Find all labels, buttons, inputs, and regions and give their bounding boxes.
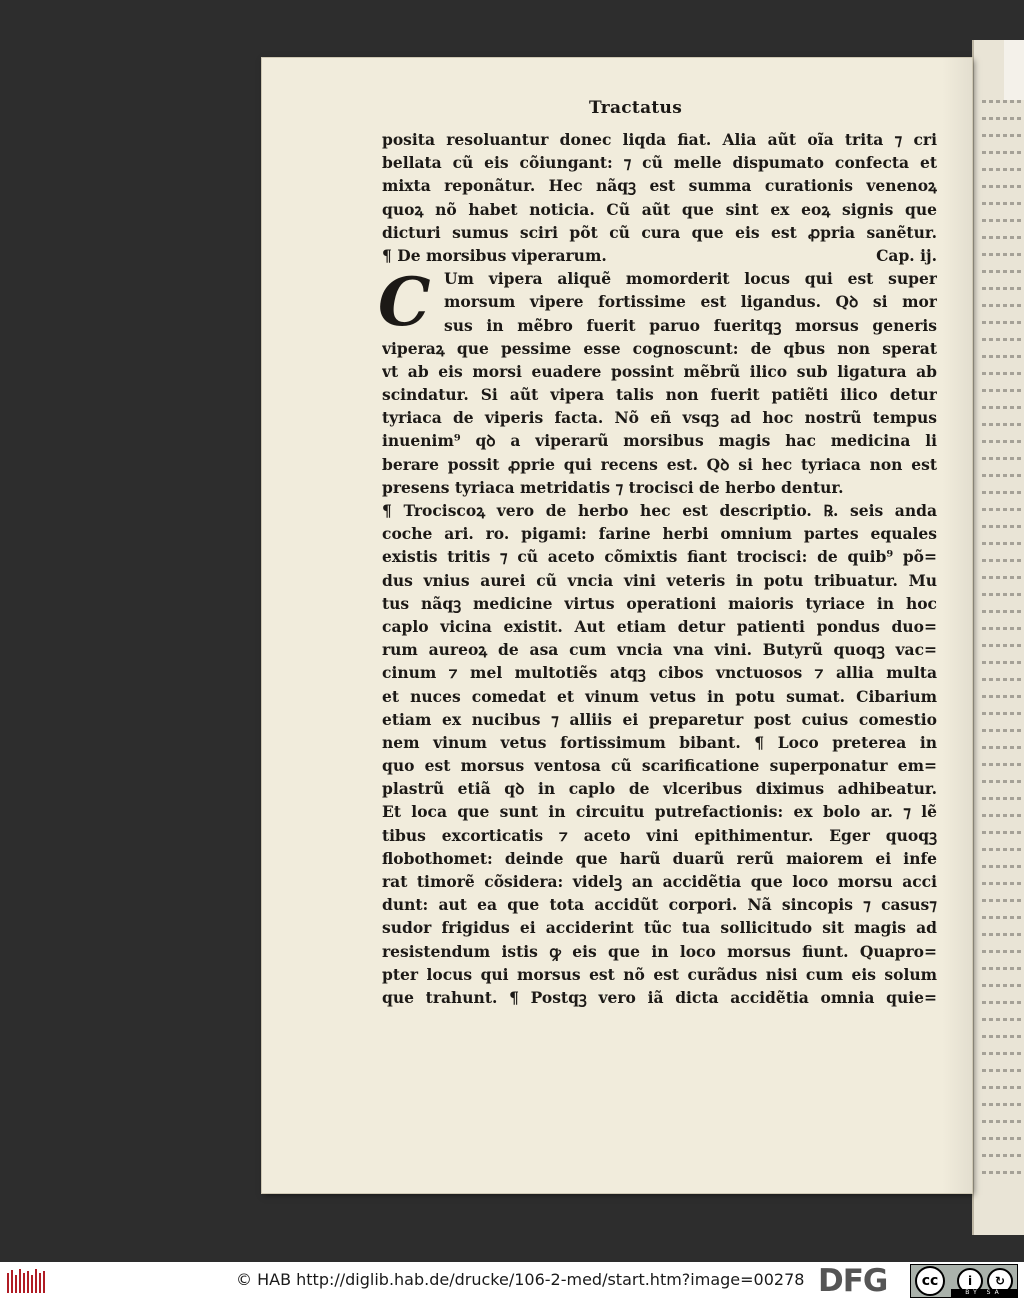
text-line: tibus excorticatis ⁊ aceto vini epithimentur. Eger quoqꝫ [382,825,937,845]
chapter-number: Cap. ij. [876,245,937,265]
running-head: Tractatus [589,98,683,118]
share-alike-icon: ↻ [987,1268,1013,1294]
chapter-title: ¶ De morsibus viperarum. [382,245,607,265]
text-line: rum aureoꝝ de asa cum vncia vna vini. Butyrũ quoqꝫ vac= [382,640,937,660]
cc-labels: BY SA [951,1289,1017,1297]
text-line: coche ari. ro. pigami: farine herbi omnium partes equales [382,524,937,544]
text-line: que trahunt. ¶ Postqꝫ vero iã dicta accidẽtia omnia quie= [382,987,937,1007]
text-line: vt ab eis morsi euadere possint mẽbrũ ilico sub ligatura ab [382,361,937,381]
text-line: sudor frigidus ei acciderint tũc tua sollicitudo sit magis ad [382,918,937,938]
text-line: morsum vipere fortissime est ligandus. Qꝺ si mor [444,292,937,312]
chapter-opening [378,263,937,342]
text-line: etiam ex nucibus ⁊ alliis ei preparetur post cuius comestio [382,709,937,729]
copyright-link[interactable]: © HAB http://diglib.hab.de/drucke/106-2-med/start.htm?image=00278 [236,1270,805,1289]
text-line: dus vnius aurei cũ vncia vini veteris in potu tribuatur. Mu [382,570,937,590]
attribution-icon: i [957,1268,983,1294]
text-line: quo est morsus ventosa cũ scarificatione superponatur em= [382,756,937,776]
text-line: dicturi sumus sciri põt cũ cura que eis est ꝓpria sanẽtur. [382,222,937,242]
text-line: caplo vicina existit. Aut etiam detur patienti pondus duo= [382,616,937,636]
text-line: tyriaca de viperis facta. Nõ eñ vsqꝫ ad hoc nostrũ tempus [382,408,937,428]
text-line: rat timorẽ cõsidera: videlꝫ an accidẽtia que loco morsu acci [382,872,937,891]
text-line: viperaꝝ que pessime esse cognoscunt: de qbus non sperat [382,338,937,358]
book-page [262,58,972,1193]
chapter-heading [382,244,937,267]
text-line: pter locus qui morsus est nõ est curãdus nisi cum eis solum [382,964,937,984]
text-line: tus nãqꝫ medicine virtus operationi maioris tyriace in hoc [382,593,937,613]
cc-license-badge[interactable] [910,1264,1018,1298]
facing-page-text-lines [982,100,1024,1188]
page-text [378,128,937,1009]
text-line: posita resoluantur donec liqda fiat. Alia aũt oĩa trita ⁊ cri [382,130,937,149]
text-line: berare possit ꝓprie qui recens est. Qꝺ si hec tyriaca non est [382,454,937,474]
text-line: resistendum istis ꝙ eis que in loco morsus fiunt. Quapro= [382,941,937,961]
facing-page-edge [972,40,1024,1235]
text-line: existis tritis ⁊ cũ aceto cõmixtis fiant trocisci: de quib⁹ põ= [382,547,937,567]
cc-icon: cc [915,1266,945,1296]
text-line: ¶ Trociscoꝝ vero de herbo hec est descriptio. ℞. seis anda [382,501,937,520]
text-line: Um vipera aliquẽ momorderit locus qui est super [444,269,937,289]
text-line: et nuces comedat et vinum vetus in potu sumat. Cibarium [382,686,937,706]
text-line: flobothomet: deinde que harũ duarũ rerũ maiorem ei infe [382,848,937,868]
text-line: presens tyriaca metridatis ⁊ trocisci de herbo dentur. [382,477,844,497]
decorated-initial: C [378,263,431,342]
hab-logo-icon[interactable] [6,1267,46,1295]
facing-page-corner [1004,40,1024,100]
text-line: dunt: aut ea que tota accidũt corpori. Nã sincopis ⁊ casus⁊ [382,895,937,915]
text-line: Et loca que sunt in circuitu putrefactionis: ex bolo ar. ⁊ lẽ [382,802,937,822]
text-line: inuenim⁹ qꝺ a viperarũ morsibus magis hac medicina li [382,431,937,451]
text-line: quoꝝ nõ habet noticia. Cũ aũt que sint ex eoꝝ signis que [382,199,937,219]
text-line: plastrũ etiã qꝺ in caplo de vlceribus diximus adhibeatur. [382,779,937,799]
text-line: sus in mẽbro fuerit paruo fueritqꝫ morsus generis [444,315,937,335]
footer-bar [0,1262,1024,1300]
dfg-logo[interactable]: DFG [818,1263,888,1299]
text-line: nem vinum vetus fortissimum bibant. ¶ Loco preterea in [382,732,937,752]
text-line: scindatur. Si aũt vipera talis non fuerit patiẽti ilico detur [382,385,937,405]
text-line: mixta reponãtur. Hec nãqꝫ est summa curationis venenoꝝ [382,176,937,196]
text-line: bellata cũ eis cõiungant: ⁊ cũ melle dispumato confecta et [382,153,937,173]
text-line: cinum ⁊ mel multotiẽs atqꝫ cibos vnctuosos ⁊ allia multa [382,663,937,683]
